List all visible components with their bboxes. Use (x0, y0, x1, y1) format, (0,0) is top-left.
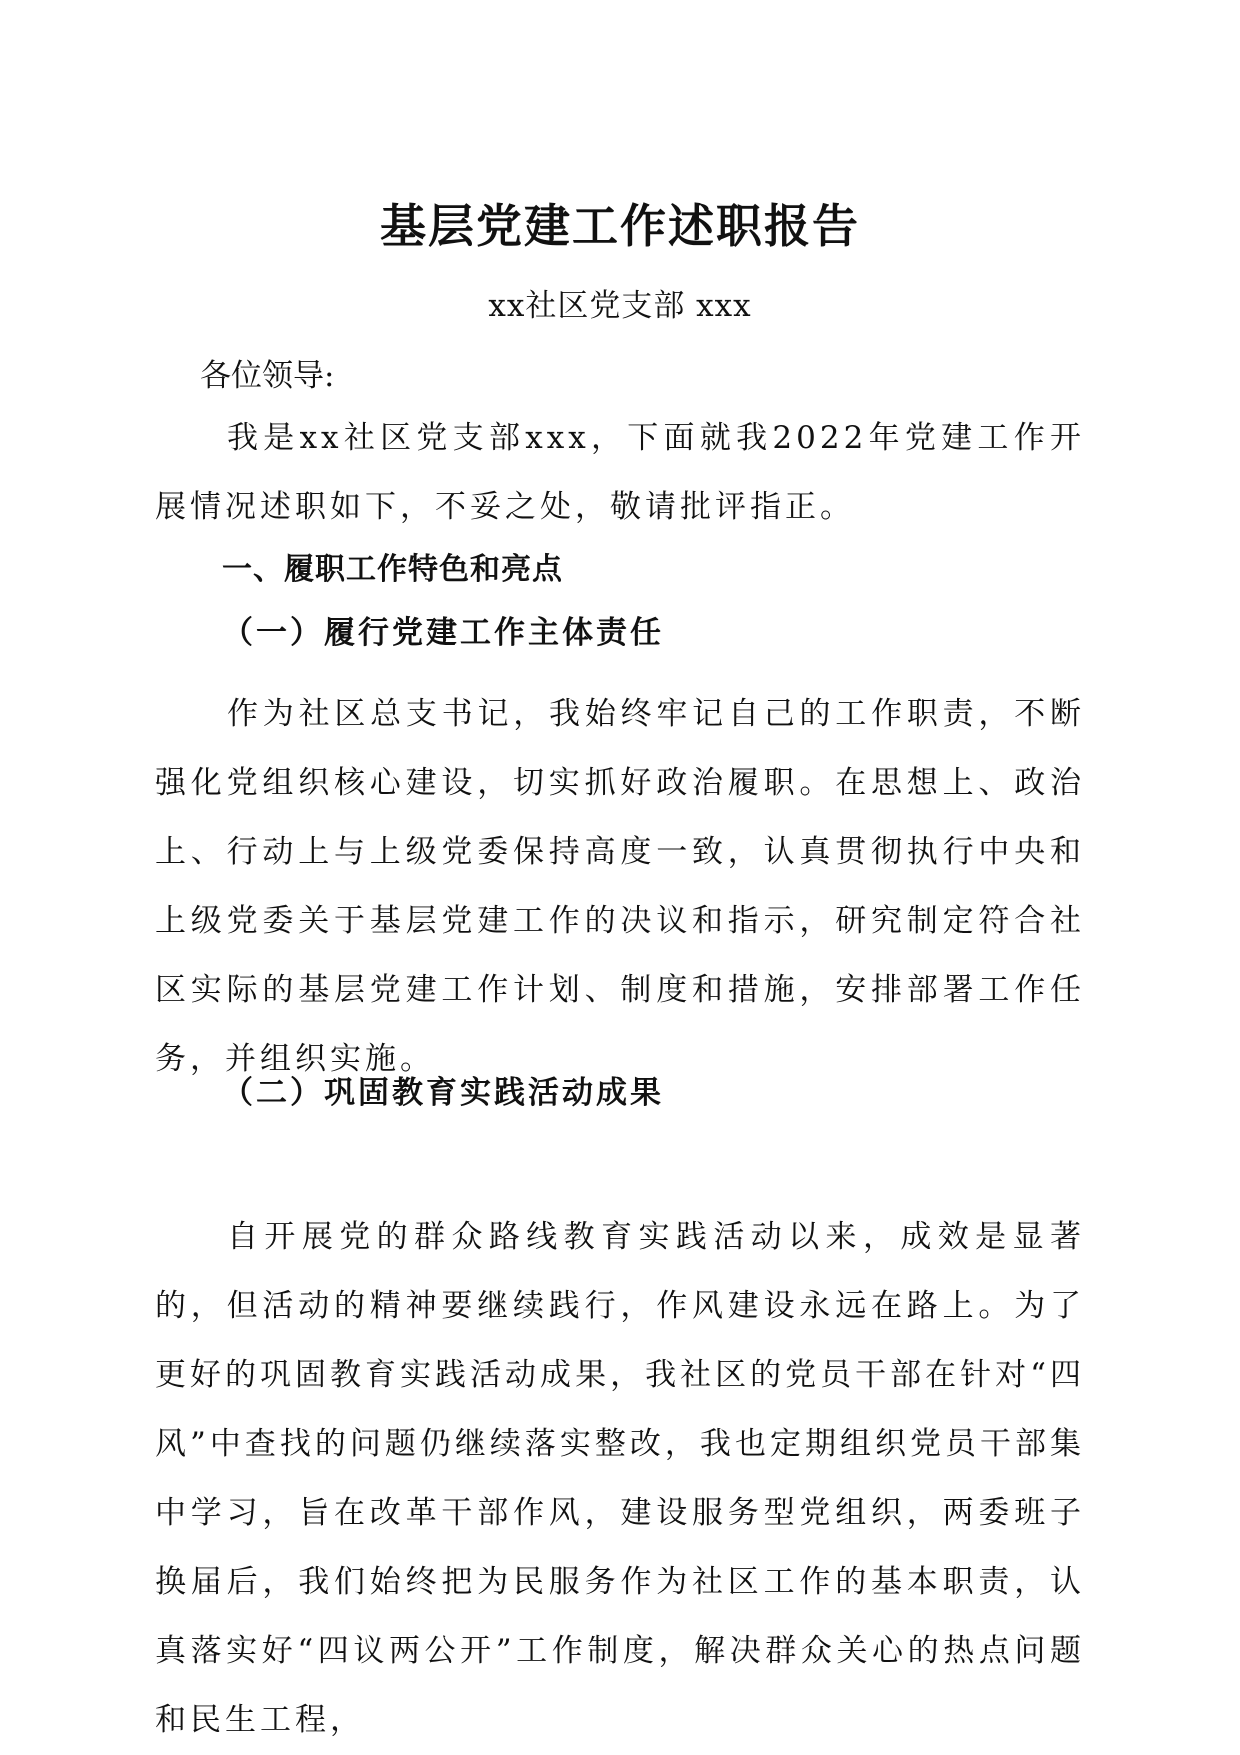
section-heading: 一、履职工作特色和亮点 (222, 552, 563, 587)
body-paragraph: 作为社区总支书记，我始终牢记自己的工作职责，不断强化党组织核心建设，切实抓好政治履职。在思想上、政治上、行动上与上级党委保持高度一致，认真贯彻执行中央和上级党委关于基层党建工作的决议和指示，研究制定符合社区实际的基层党建工作计划、制度和措施，安排部署工作任务，并组织实施。 (155, 696, 1085, 1077)
salutation: 各位领导: (200, 358, 335, 394)
intro-paragraph: 我是xx社区党支部xxx，下面就我2022年党建工作开展情况述职如下，不妥之处，敬请批评指正。 (155, 420, 1085, 525)
subsection-heading: （二）巩固教育实践活动成果 (222, 1075, 664, 1111)
document-title: 基层党建工作述职报告 (380, 199, 860, 253)
author-line: xx社区党支部 xxx (488, 288, 752, 324)
subsection-heading: （一）履行党建工作主体责任 (222, 615, 664, 651)
body-paragraph: 自开展党的群众路线教育实践活动以来，成效是显著的，但活动的精神要继续践行，作风建设永远在路上。为了更好的巩固教育实践活动成果，我社区的党员干部在针对“四风”中查找的问题仍继续落实整改，我也定期组织党员干部集中学习，旨在改革干部作风，建设服务型党组织，两委班子换届后，我们始终把为民服务作为社区工作的基本职责，认真落实好“四议两公开”工作制度，解决群众关心的热点问题和民生工程， (155, 1219, 1085, 1738)
